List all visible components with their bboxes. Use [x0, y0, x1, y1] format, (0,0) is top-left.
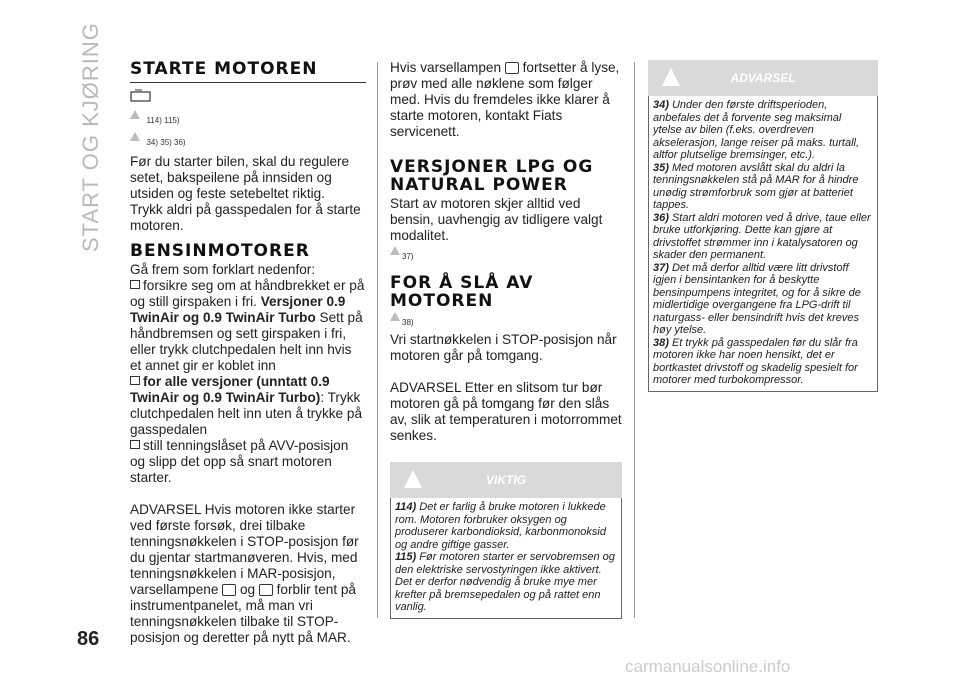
heading-start-engine: STARTE MOTOREN — [130, 59, 318, 79]
important-box — [390, 462, 622, 619]
warning-triangle-icon — [662, 68, 680, 86]
watermark-footer: carmanualsonline.info — [625, 657, 791, 676]
paragraph: Før du starter bilen, skal du regulere setet, bakspeilene på innsiden og utsiden og feste setebeltet riktig. — [130, 154, 350, 201]
engine-lamp-icon — [259, 584, 273, 596]
heading-stop-engine: FOR Å SLÅ AV MOTOREN — [390, 273, 534, 311]
warning-icon — [130, 110, 140, 119]
note-item: 37) Det må derfor alltid være litt drivstoff igjen i bensintanken for å beskytte bensinpumpens integritet, og for å sikre de midlertidige overgangene fra LPG-drift til naturgass- eller bensindrift hvis det kreves høy ytelse. — [653, 261, 861, 336]
paragraph: Hvis varsellampen fortsetter å lyse, prøv med alle nøklene som følger med. Hvis du fremdeles ikke klarer å starte motoren, kontakt Fiats servicenett. — [390, 60, 620, 139]
caution-icon — [390, 246, 400, 255]
checkbox-bullet-icon — [130, 280, 140, 289]
column-divider — [634, 62, 635, 618]
note-item: 36) Start aldri motoren ved å drive, taue eller bruke utforkjøring. Dette kan gjøre at drivstoffet strømmer inn i katalysatoren og skader den permanent. — [653, 211, 871, 261]
paragraph: Vri startnøkkelen i STOP-posisjon når motoren går på tomgang. — [390, 332, 617, 363]
reference-number: 37) — [402, 252, 414, 261]
engine-symbol-icon — [130, 89, 366, 108]
caution-icon — [130, 132, 140, 141]
checkbox-bullet-icon — [130, 440, 140, 449]
note-item: 38) Et trykk på gasspedalen før du slår fra motoren ikke har noen hensikt, det er bortkastet drivstoff og skadelig spesielt for motorer med turbokompressor. — [653, 336, 858, 386]
heading-petrol-engines: BENSINMOTORER — [130, 241, 310, 261]
box-header: VIKTIG — [390, 462, 622, 498]
paragraph: Start av motoren skjer alltid ved bensin, uavhengig av tidligere valgt modalitet. — [390, 196, 603, 243]
section-side-title: START OG KJØRING — [78, 22, 103, 252]
caution-icon — [390, 312, 400, 321]
warning-lamp-icon — [222, 584, 236, 596]
paragraph: ADVARSEL Hvis motoren ikke starter ved første forsøk, drei tilbake tenningsnøkkelen i STOP-posisjon før du gjentar startmanøveren. Hvis, med tenningsnøkkelen i MAR-posisjon, varsellampene og forblir tent på instrumentpanelet, må man vri tenningsnøkkelen tilbake til STOP-posisjon og deretter på nytt på MAR. — [130, 502, 359, 645]
page-number: 86 — [77, 628, 100, 650]
note-item: 114) Det er farlig å bruke motoren i lukkede rom. Motoren forbruker oksygen og produserer karbondioksid, karbonmonoksid og andre giftige gasser. — [395, 501, 606, 551]
paragraph: Gå frem som forklart nedenfor: — [130, 262, 316, 277]
box-content — [390, 498, 622, 619]
checkbox-bullet-icon — [130, 376, 140, 385]
column-left — [130, 60, 366, 646]
list-item: forsikre seg om at håndbrekket er på og still girspaken i fri. Versjoner 0.9 TwinAir og 0.9 TwinAir Turbo Sett på håndbremsen og sett girspaken i fri, eller trykk clutchpedalen helt inn hvis et annet gir er koblet inn — [130, 278, 365, 373]
column-divider — [377, 62, 378, 618]
list-item: for alle versjoner (unntatt 0.9 TwinAir og 0.9 TwinAir Turbo): Trykk clutchpedalen helt inn uten å trykke på gasspedalen — [130, 374, 363, 437]
note-item: 34) Under den første driftsperioden, anbefales det å forvente seg maksimal ytelse av bilen (f.eks. overdreven akselerasjon, lange reiser på maks. turtall, altfor plutselige bremsinger, etc.). — [653, 99, 860, 161]
reference-numbers: 34) 35) 36) — [146, 138, 186, 147]
column-middle — [390, 60, 622, 619]
paragraph: ADVARSEL Etter en slitsom tur bør motoren gå på tomgang før den slås av, slik at temperaturen i motorrommet senkes. — [390, 380, 622, 443]
warning-lamp-icon — [505, 62, 519, 74]
box-content — [648, 96, 878, 392]
reference-number: 38) — [402, 318, 414, 327]
list-item: still tenningslåset på AVV-posisjon og slipp det opp så snart motoren starter. — [130, 438, 349, 485]
warning-triangle-icon — [404, 470, 422, 488]
paragraph: Trykk aldri på gasspedalen for å starte motoren. — [130, 202, 361, 233]
column-right — [648, 60, 878, 392]
heading-rule — [130, 82, 366, 83]
reference-numbers: 114) 115) — [146, 116, 180, 125]
note-item: 35) Med motoren avslått skal du aldri la tenningsnøkkelen stå på MAR for å hindre unødig strømforbruk som gjør at batteriet tappes. — [653, 161, 859, 211]
note-item: 115) Før motoren starter er servobremsen og den elektriske servostyringen ikke aktivert. Det er derfor nødvendig å bruke mye mer krefter på bremsepedalen og på rattet enn vanlig. — [395, 551, 615, 613]
heading-lpg: VERSJONER LPG OG NATURAL POWER — [390, 157, 594, 195]
caution-box — [648, 60, 878, 392]
box-header: ADVARSEL — [648, 60, 878, 96]
